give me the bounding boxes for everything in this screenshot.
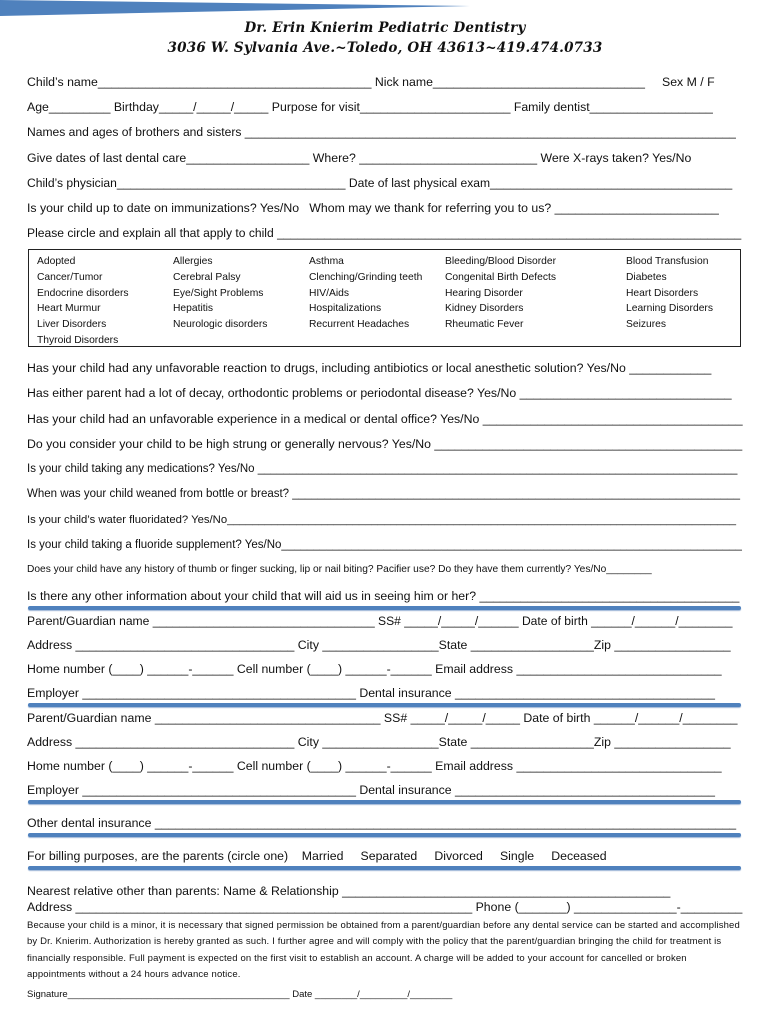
- relative-address-line[interactable]: Address __________________________________________________________ Phone (_______) _______________-_________: [27, 900, 743, 914]
- guardian1-name-line[interactable]: Parent/Guardian name _________________________________ SS# _____/_____/______ Date of birth ______/______/________: [27, 614, 733, 628]
- condition-item[interactable]: Asthma: [309, 256, 344, 267]
- fluoride-supplement-question[interactable]: Is your child taking a fluoride supplement? Yes/No________________________________________________________________________: [27, 539, 742, 551]
- other-insurance-line[interactable]: Other dental insurance _____________________________________________________________________________________: [27, 816, 737, 830]
- weaned-question[interactable]: When was your child weaned from bottle or breast? ______________________________________________________________________: [27, 488, 740, 500]
- conditions-col-3: [309, 254, 422, 333]
- condition-item[interactable]: Allergies: [173, 256, 213, 267]
- section-divider: [28, 606, 741, 610]
- guardian2-name-line[interactable]: Parent/Guardian name _________________________________ SS# _____/_____/_____ Date of birth ______/______/________: [27, 711, 738, 725]
- immunization-line[interactable]: Is your child up to date on immunizations? Yes/No Whom may we thank for referring you to us? ________________________: [27, 201, 719, 215]
- guardian1-employer-line[interactable]: Employer ________________________________________ Dental insurance ______________________________________: [27, 686, 715, 700]
- parent-decay-question[interactable]: Has either parent had a lot of decay, orthodontic problems or periodontal disease? Yes/No _______________________________: [27, 386, 732, 400]
- billing-marital-line[interactable]: For billing purposes, are the parents (circle one) Married Separated Divorced Single Deceased: [27, 849, 607, 863]
- condition-item[interactable]: Learning Disorders: [626, 303, 713, 315]
- section-divider: [28, 703, 741, 707]
- section-divider: [28, 800, 741, 804]
- age-birthday-line[interactable]: Age_________ Birthday_____/_____/_____ Purpose for visit______________________ Family dentist__________________: [27, 100, 713, 114]
- condition-item[interactable]: Cancer/Tumor: [37, 271, 103, 283]
- thumb-sucking-question[interactable]: Does your child have any history of thumb or finger sucking, lip or nail biting? Pacifier use? Do they have them currently? Yes/No________: [27, 564, 652, 575]
- drug-reaction-question[interactable]: Has your child had any unfavorable reaction to drugs, including antibiotics or local anesthetic solution? Yes/No ____________: [27, 361, 712, 375]
- nearest-relative-line[interactable]: Nearest relative other than parents: Name & Relationship ________________________________________________: [27, 884, 671, 898]
- office-name: Dr. Erin Knierim Pediatric Dentistry: [244, 20, 526, 36]
- conditions-col-1: [37, 254, 129, 349]
- guardian2-address-line[interactable]: Address ________________________________ City _________________State __________________Zip _________________: [27, 735, 731, 749]
- nervous-question[interactable]: Do you consider your child to be high strung or generally nervous? Yes/No _____________________________________________: [27, 437, 743, 451]
- conditions-col-2: [173, 254, 267, 333]
- condition-item[interactable]: Eye/Sight Problems: [173, 287, 264, 299]
- conditions-col-5: [626, 254, 713, 333]
- condition-item[interactable]: HIV/Aids: [309, 287, 350, 299]
- guardian2-employer-line[interactable]: Employer ________________________________________ Dental insurance ______________________________________: [27, 783, 715, 797]
- conditions-box: [28, 249, 741, 347]
- header-accent-bar: [0, 0, 470, 16]
- conditions-col-4: [445, 254, 556, 333]
- section-divider: [28, 866, 741, 870]
- condition-item[interactable]: Hearing Disorder: [445, 287, 523, 299]
- circle-explain-line[interactable]: Please circle and explain all that apply to child _____________________________________________________________________: [27, 226, 742, 240]
- unfavorable-experience-question[interactable]: Has your child had an unfavorable experience in a medical or dental office? Yes/No ______________________________________: [27, 412, 743, 426]
- condition-item[interactable]: Rheumatic Fever: [445, 319, 524, 331]
- condition-item[interactable]: Cerebral Palsy: [173, 271, 241, 283]
- signature-line[interactable]: Signature__________________________________________ Date ________/_________/________: [27, 989, 453, 1000]
- condition-item[interactable]: Hepatitis: [173, 303, 214, 315]
- child-name-line[interactable]: Child’s name________________________________________ Nick name_______________________________ Sex M / F: [27, 75, 715, 89]
- last-dental-care-line[interactable]: Give dates of last dental care__________________ Where? __________________________ Were X-rays taken? Yes/No: [27, 151, 692, 165]
- condition-item[interactable]: Kidney Disorders: [445, 303, 524, 315]
- office-address: 3036 W. Sylvania Ave.~Toledo, OH 43613~419.474.0733: [167, 40, 603, 56]
- condition-item[interactable]: Recurrent Headaches: [309, 319, 410, 331]
- condition-item[interactable]: Clenching/Grinding teeth: [309, 271, 423, 283]
- condition-item[interactable]: Endocrine disorders: [37, 287, 129, 299]
- condition-item[interactable]: Neurologic disorders: [173, 319, 268, 331]
- condition-item[interactable]: Bleeding/Blood Disorder: [445, 256, 557, 267]
- condition-item[interactable]: Hospitalizations: [309, 303, 382, 315]
- condition-item[interactable]: Blood Transfusion: [626, 256, 709, 267]
- guardian2-phone-line[interactable]: Home number (____) ______-______ Cell number (____) ______-______ Email address ______________________________: [27, 759, 722, 773]
- condition-item[interactable]: Heart Murmur: [37, 303, 101, 315]
- condition-item[interactable]: Congenital Birth Defects: [445, 271, 557, 283]
- condition-item[interactable]: Diabetes: [626, 271, 667, 283]
- guardian1-address-line[interactable]: Address ________________________________ City _________________State __________________Zip _________________: [27, 638, 731, 652]
- other-information-question[interactable]: Is there any other information about your child that will aid us in seeing him or her? ______________________________________: [27, 589, 740, 603]
- condition-item[interactable]: Thyroid Disorders: [37, 334, 119, 346]
- condition-item[interactable]: Seizures: [626, 319, 667, 331]
- guardian1-phone-line[interactable]: Home number (____) ______-______ Cell number (____) ______-______ Email address ______________________________: [27, 662, 722, 676]
- siblings-line[interactable]: Names and ages of brothers and sisters _________________________________________________________________________: [27, 125, 736, 139]
- condition-item[interactable]: Adopted: [37, 256, 76, 267]
- water-fluoridated-question[interactable]: Is your child’s water fluoridated? Yes/No_________________________________________________________________________________: [27, 514, 737, 526]
- physician-line[interactable]: Child’s physician__________________________________ Date of last physical exam____________________________________: [27, 176, 733, 190]
- condition-item[interactable]: Heart Disorders: [626, 287, 699, 299]
- medications-question[interactable]: Is your child taking any medications? Yes/No ___________________________________________________________________________: [27, 463, 738, 475]
- condition-item[interactable]: Liver Disorders: [37, 319, 107, 331]
- section-divider: [28, 833, 741, 837]
- consent-paragraph: Because your child is a minor, it is necessary that signed permission be obtained from a parent/guardian before any dental service can be started and accomplished by Dr. Knierim. Authorization is hereby granted as such. I further agree and will comply with the policy that the parent/guardian bringing the child for treatment is financially responsible. Full payment is expected on the first visit to establish an account. A charge will be added to your account for cancelled or broken appointments without a 24 hours advance notice.: [27, 920, 740, 980]
